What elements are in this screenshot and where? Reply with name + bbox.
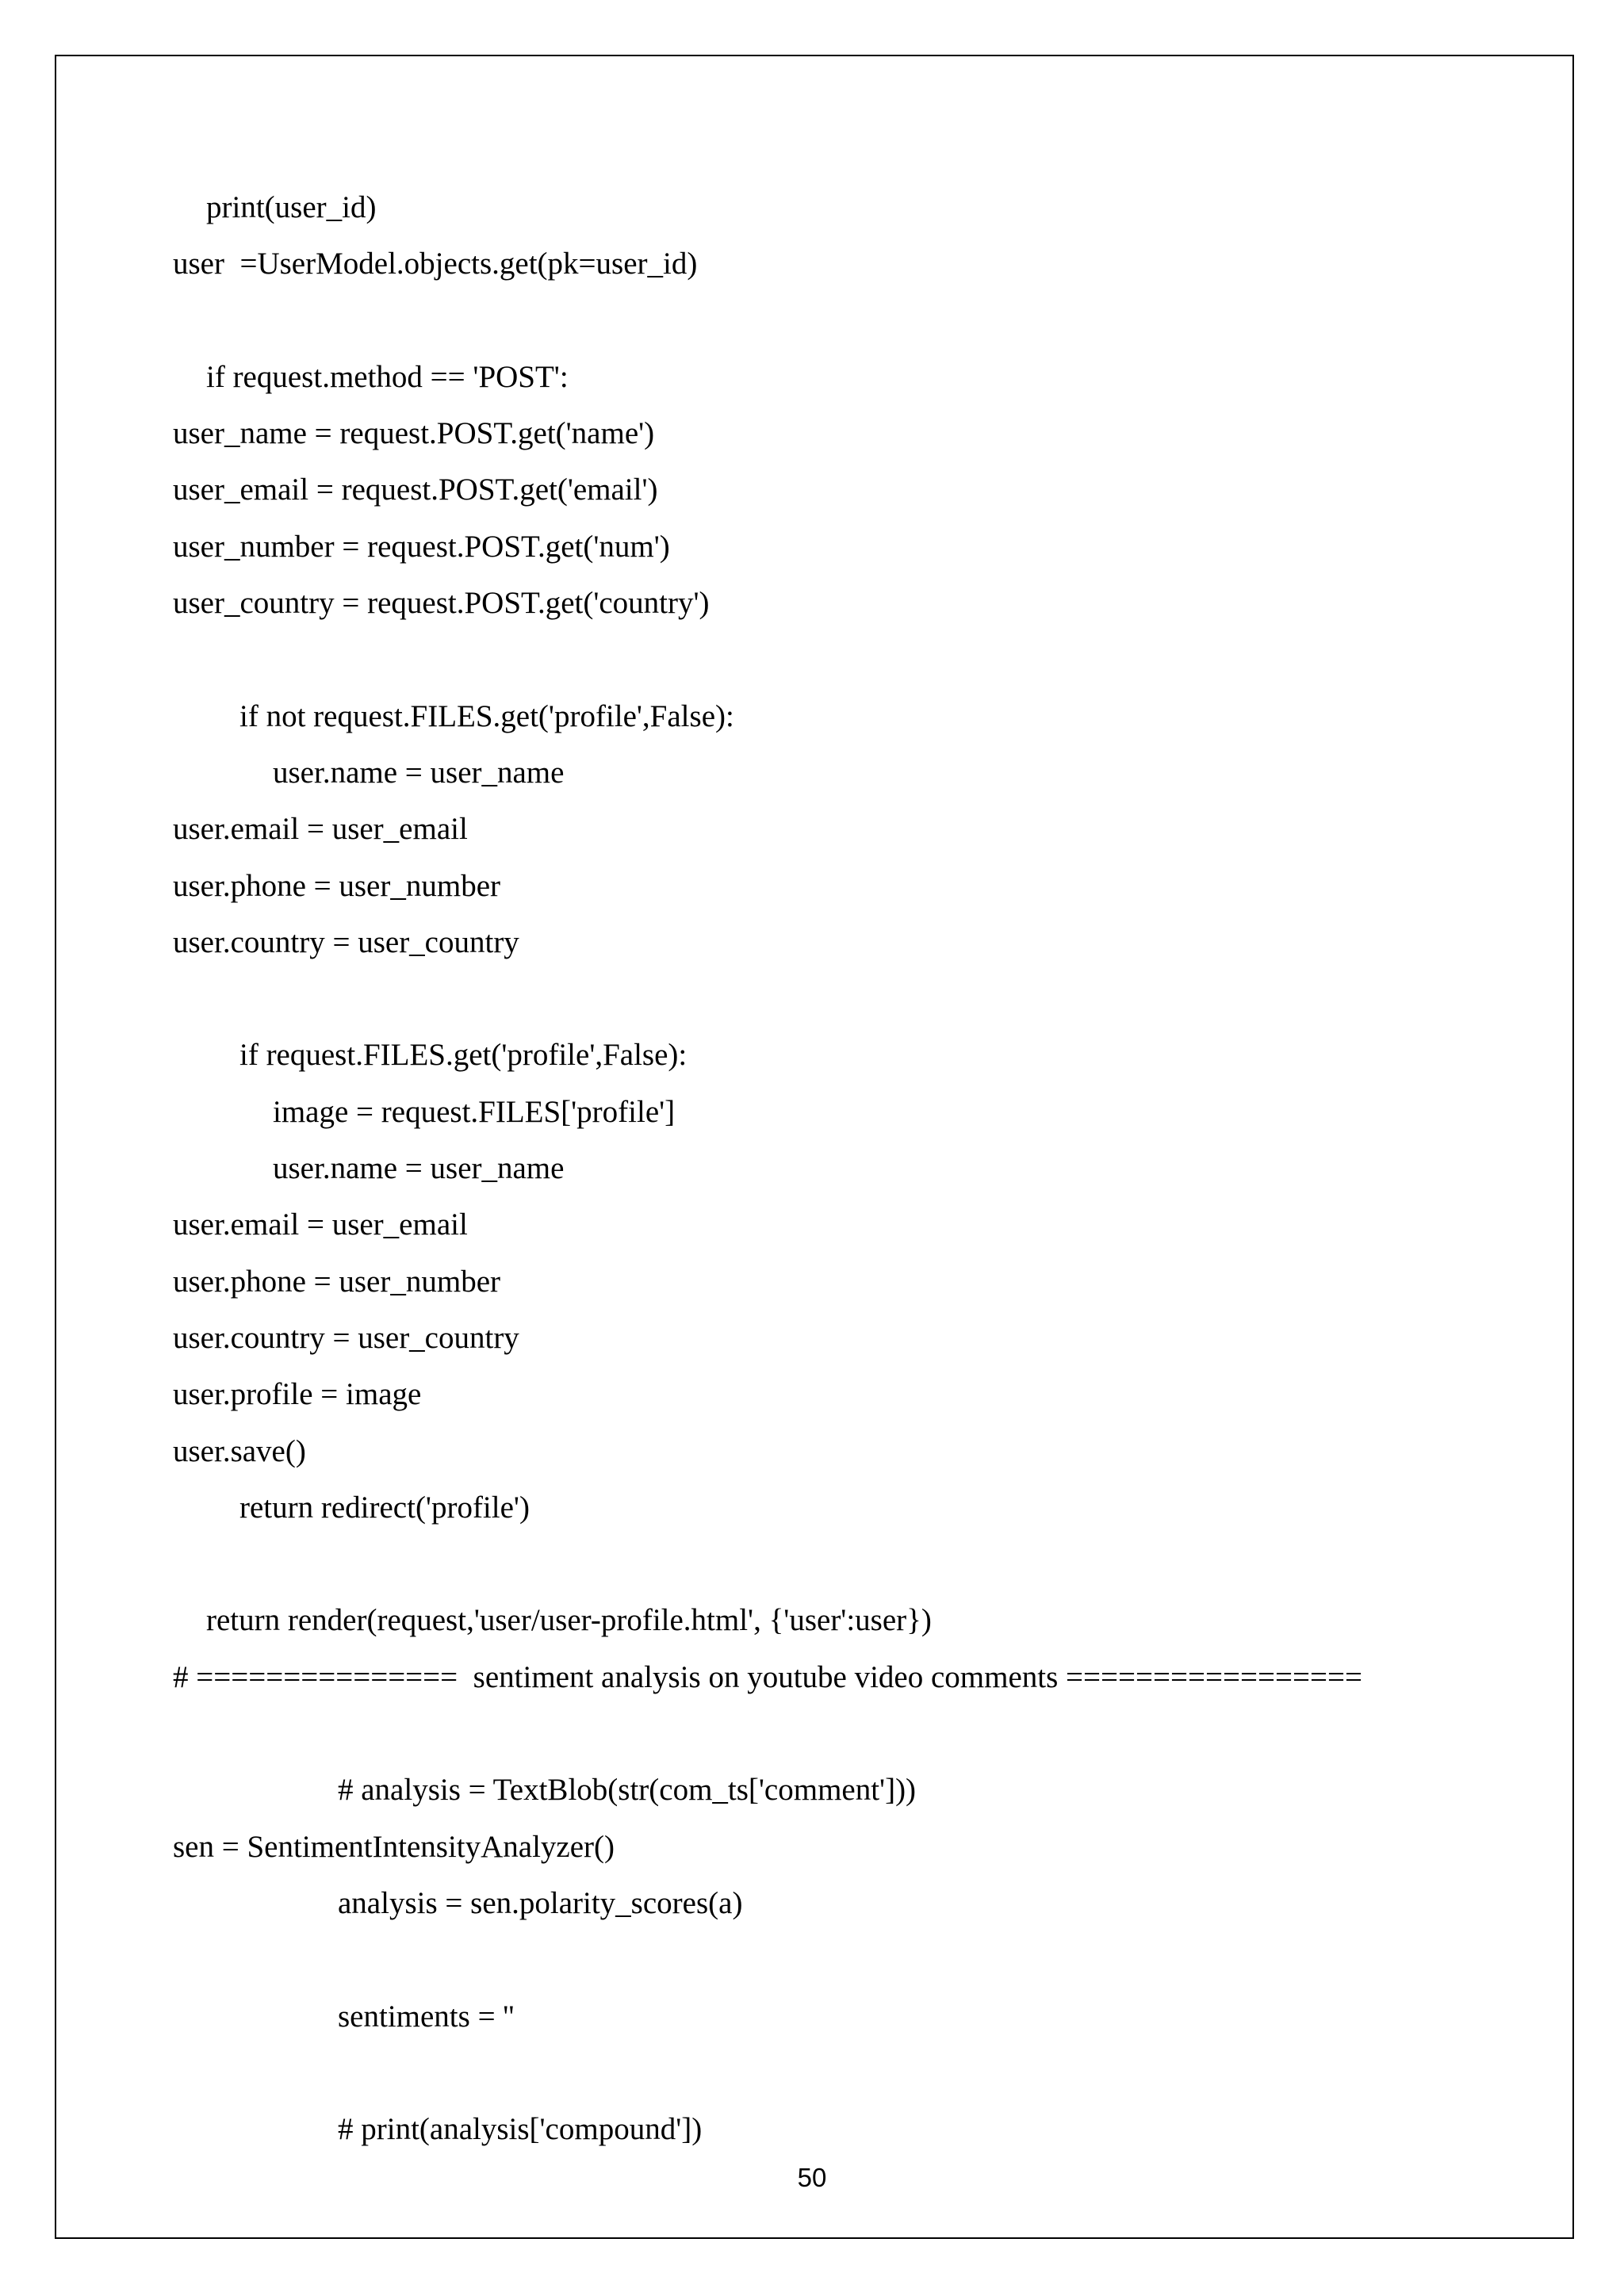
code-comment: # print(analysis['compound']) — [338, 2112, 703, 2147]
code-line: user.name = user_name — [273, 755, 565, 790]
code-line: sentiments = '' — [338, 1999, 515, 2034]
code-line: if request.FILES.get('profile',False): — [239, 1038, 688, 1073]
code-line: user.name = user_name — [273, 1151, 565, 1186]
code-line: user.email = user_email — [173, 1207, 468, 1242]
code-line: user_email = request.POST.get('email') — [173, 473, 658, 507]
blank-line — [173, 2045, 1537, 2101]
code-line: user.phone = user_number — [173, 868, 500, 903]
blank-line — [173, 631, 1537, 687]
code-line: user.phone = user_number — [173, 1264, 500, 1299]
code-line: if request.method == 'POST': — [206, 359, 569, 394]
code-line: user =UserModel.objects.get(pk=user_id) — [173, 247, 698, 281]
code-line: return render(request,'user/user-profile.html', {'user':user}) — [206, 1603, 932, 1638]
blank-line — [173, 1536, 1537, 1592]
code-line: print(user_id) — [206, 190, 377, 224]
code-line: analysis = sen.polarity_scores(a) — [338, 1885, 743, 1920]
blank-line — [173, 293, 1537, 349]
code-listing — [173, 179, 1537, 2157]
code-comment: # analysis = TextBlob(str(com_ts['comment'])) — [338, 1773, 917, 1808]
blank-line — [173, 1705, 1537, 1762]
code-line: user.email = user_email — [173, 812, 468, 847]
code-line: user.profile = image — [173, 1377, 422, 1412]
code-line: user.save() — [173, 1433, 306, 1468]
code-line: user_number = request.POST.get('num') — [173, 529, 670, 564]
blank-line — [173, 970, 1537, 1027]
code-line: image = request.FILES['profile'] — [273, 1094, 676, 1129]
code-line: user_country = request.POST.get('country') — [173, 586, 710, 621]
code-comment: # =============== sentiment analysis on youtube video comments ================= — [173, 1659, 1362, 1694]
code-line: user.country = user_country — [173, 924, 519, 959]
blank-line — [173, 1931, 1537, 1988]
code-line: user.country = user_country — [173, 1320, 519, 1355]
code-line: sen = SentimentIntensityAnalyzer() — [173, 1829, 615, 1864]
code-line: return redirect('profile') — [239, 1490, 530, 1525]
code-line: if not request.FILES.get('profile',False): — [239, 698, 734, 733]
code-line: user_name = request.POST.get('name') — [173, 416, 655, 451]
page-number: 50 — [797, 2163, 827, 2192]
